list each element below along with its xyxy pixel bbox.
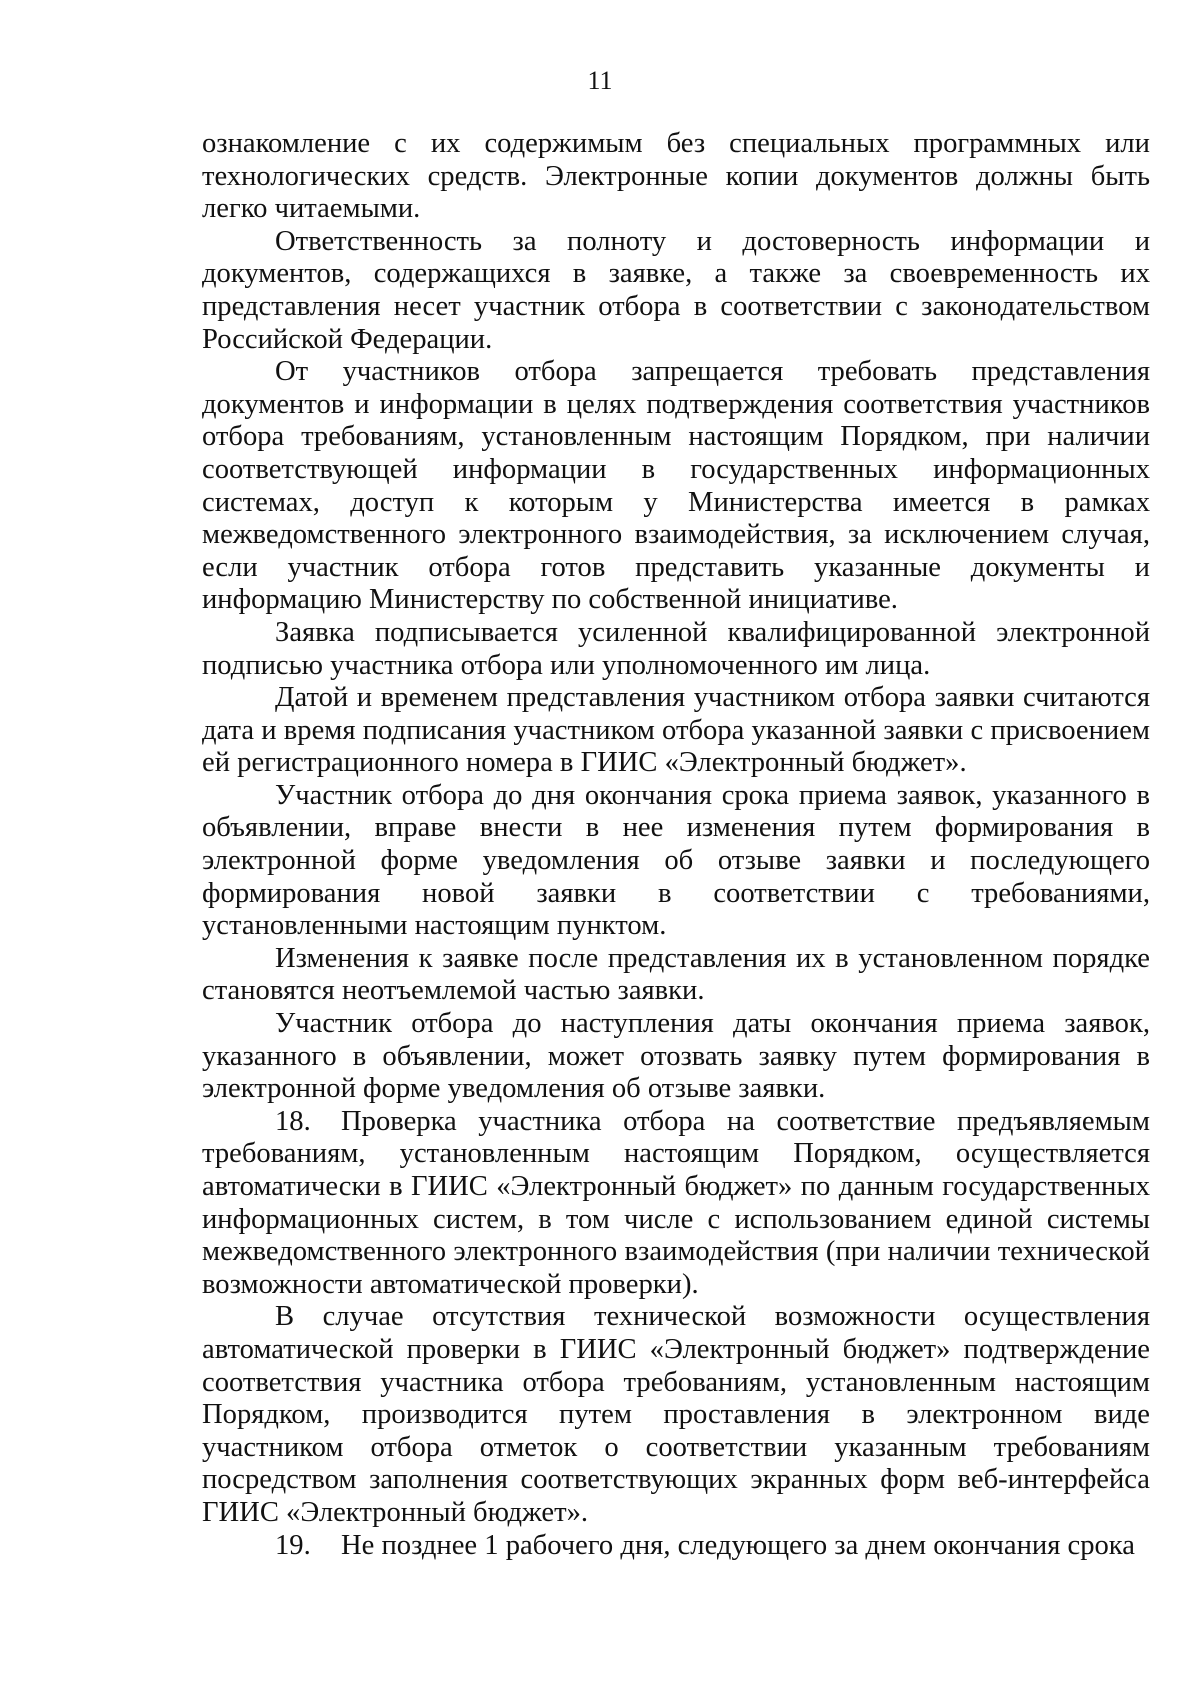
paragraph-signature: Заявка подписывается усиленной квалифицированной электронной подписью участника отбора или уполномоченного им лица. [202,616,1150,681]
paragraph-manual-check: В случае отсутствия технической возможности осуществления автоматической проверки в ГИИС «Электронный бюджет» подтверждение соответствия участника отбора требованиям, установленным настоящим Порядком, производится путем проставления в электронном виде участником отбора отметок о соответствии указанным требованиям посредством заполнения соответствующих экранных форм веб-интерфейса ГИИС «Электронный бюджет». [202,1301,1150,1528]
item-18-text: Проверка участника отбора на соответствие предъявляемым требованиям, установленным настоящим Порядком, осуществляется автоматически в ГИИС «Электронный бюджет» по данным государственных информационных систем, в том числе с использованием единой системы межведомственного электронного взаимодействия (при наличии технической возможности автоматической проверки). [202,1105,1150,1300]
page-number: 11 [587,66,613,95]
paragraph-submission-date: Датой и временем представления участником отбора заявки считаются дата и время подписания участником отбора указанной заявки с присвоением ей регистрационного номера в ГИИС «Электронный бюджет». [202,682,1150,779]
paragraph-item-18 [202,1106,1150,1302]
document-body [202,128,1150,1562]
paragraph-continuation: ознакомление с их содержимым без специальных программных или технологических средств. Электронные копии документов должны быть легко читаемыми. [202,128,1150,225]
item-number-18: 18. [275,1105,311,1137]
paragraph-withdrawal: Участник отбора до наступления даты окончания приема заявок, указанного в объявлении, может отозвать заявку путем формирования в электронной форме уведомления об отзыве заявки. [202,1008,1150,1105]
item-number-19: 19. [275,1529,311,1561]
paragraph-item-19 [202,1530,1150,1563]
paragraph-amendments: Участник отбора до дня окончания срока приема заявок, указанного в объявлении, вправе внести в нее изменения путем формирования в электронной форме уведомления об отзыве заявки и последующего формирования новой заявки в соответствии с требованиями, установленными настоящим пунктом. [202,779,1150,942]
paragraph-amendments-part: Изменения к заявке после представления их в установленном порядке становятся неотъемлемой частью заявки. [202,942,1150,1007]
paragraph-responsibility: Ответственность за полноту и достоверность информации и документов, содержащихся в заявке, а также за своевременность их представления несет участник отбора в соответствии с законодательством Российской Федерации. [202,225,1150,355]
item-19-text: Не позднее 1 рабочего дня, следующего за днем окончания срока [341,1529,1135,1561]
paragraph-prohibition: От участников отбора запрещается требовать представления документов и информации в целях подтверждения соответствия участников отбора требованиям, установленным настоящим Порядком, при наличии соответствующей информации в государственных информационных системах, доступ к которым у Министерства имеется в рамках межведомственного электронного взаимодействия, за исключением случая, если участник отбора готов представить указанные документы и информацию Министерству по собственной инициативе. [202,356,1150,616]
